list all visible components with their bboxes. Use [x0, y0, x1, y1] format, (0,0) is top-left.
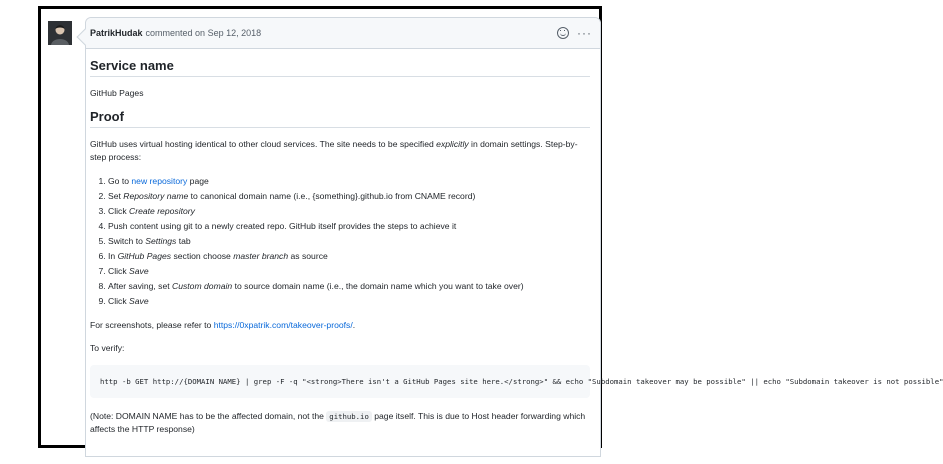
screenshots-text-end: . — [352, 320, 356, 330]
screenshot-frame — [38, 6, 943, 448]
note-code: github.io — [326, 411, 372, 422]
step-emphasis: Create repository — [129, 206, 195, 216]
step-text: to source domain name (i.e., the domain name which you want to take over) — [232, 281, 524, 291]
comment-body — [86, 49, 943, 436]
step-text: tab — [176, 236, 191, 246]
step-text: Set — [108, 191, 124, 201]
avatar[interactable] — [48, 21, 72, 45]
comment-action: commented on — [145, 28, 206, 38]
intro-paragraph — [90, 138, 590, 164]
list-item — [108, 174, 590, 189]
note-text: (Note: DOMAIN NAME has to be the affected domain, not the — [90, 411, 327, 421]
step-emphasis: Settings — [145, 236, 177, 246]
step-text: Go to — [108, 176, 132, 186]
list-item — [108, 219, 590, 234]
screenshots-paragraph — [90, 319, 590, 332]
author-link[interactable]: PatrikHudak — [90, 28, 143, 38]
list-item — [108, 279, 590, 294]
step-text: In — [108, 251, 118, 261]
header-actions — [557, 27, 592, 39]
step-text: to canonical domain name (i.e., {something}.github.io from CNAME record) — [188, 191, 476, 201]
new-repository-link[interactable]: new repository — [131, 176, 188, 186]
step-text: as source — [288, 251, 328, 261]
screenshots-text: For screenshots, please refer to — [90, 320, 214, 330]
step-text: Push content using git to a newly created repo. GitHub itself provides the steps to achieve it — [108, 221, 457, 231]
step-emphasis: GitHub Pages — [117, 251, 172, 261]
step-text: Click — [108, 266, 130, 276]
note-text-end: page itself. This is due to Host header forwarding which affects the HTTP response) — [90, 411, 586, 434]
heading-service-name: Service name — [90, 59, 590, 77]
note-paragraph — [90, 410, 590, 436]
comment-header — [86, 18, 600, 49]
step-text: After saving, set — [108, 281, 173, 291]
steps-list — [90, 174, 590, 309]
service-value: GitHub Pages — [90, 88, 144, 98]
list-item — [108, 189, 590, 204]
step-text: Click — [108, 206, 130, 216]
verify-code-block[interactable]: http -b GET http://{DOMAIN NAME} | grep -F -q "<strong>There isn't a GitHub Pages site here.</strong>" && echo "Subdomain takeover may be possible" || echo "Subdomain takeover is not possible" — [90, 365, 590, 398]
kebab-horizontal-icon[interactable]: ··· — [577, 26, 592, 40]
step-text: Click — [108, 296, 130, 306]
intro-text-end: in domain settings. Step-by-step process: — [90, 139, 578, 162]
list-item — [108, 234, 590, 249]
step-emphasis: Repository name — [123, 191, 189, 201]
step-emphasis: Custom domain — [172, 281, 233, 291]
list-item — [108, 249, 590, 264]
step-emphasis: master branch — [233, 251, 289, 261]
takeover-proofs-link[interactable]: https://0xpatrik.com/takeover-proofs/ — [213, 320, 353, 330]
step-text: section choose — [171, 251, 234, 261]
list-item — [108, 264, 590, 279]
step-text: Switch to — [108, 236, 146, 246]
verify-label: To verify: — [90, 343, 125, 353]
intro-text: GitHub uses virtual hosting identical to other cloud services. The site needs to be specified — [90, 139, 437, 149]
step-text: page — [187, 176, 209, 186]
list-item — [108, 294, 590, 309]
list-item — [108, 204, 590, 219]
comment-date[interactable]: Sep 12, 2018 — [207, 28, 262, 38]
step-emphasis: Save — [129, 296, 149, 306]
comment-box — [85, 17, 943, 457]
step-emphasis: Save — [129, 266, 149, 276]
smiley-icon[interactable] — [557, 27, 569, 39]
intro-emphasis: explicitly — [436, 139, 469, 149]
heading-proof: Proof — [90, 110, 590, 128]
